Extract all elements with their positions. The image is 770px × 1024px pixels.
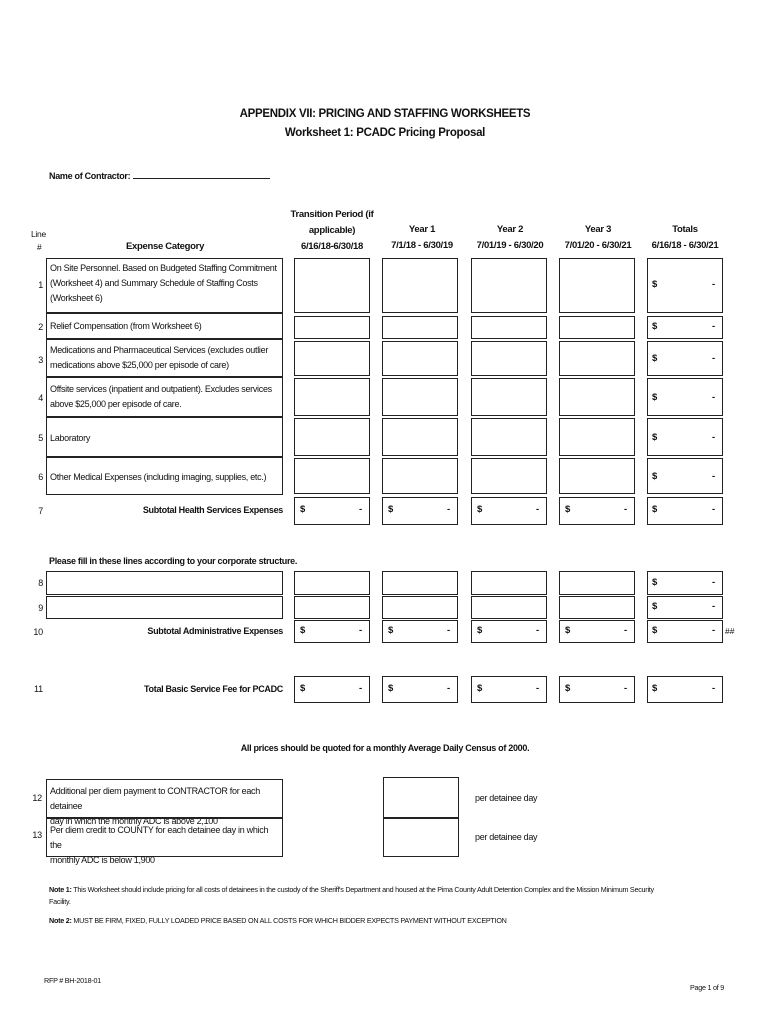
total-value: - — [712, 392, 716, 403]
totals-header: Totals 6/16/18 - 6/30/21 — [651, 224, 719, 251]
currency-symbol: $ — [652, 392, 658, 403]
currency-symbol: $ — [565, 683, 571, 694]
row-9-year2-input[interactable] — [471, 596, 547, 619]
row-12-description: Additional per diem payment to CONTRACTOR for each detainee day in which the monthly ADC is above 2,100 — [46, 779, 283, 818]
subtotal-value: - — [712, 504, 716, 515]
total-value: - — [712, 321, 716, 332]
currency-symbol: $ — [652, 432, 658, 443]
total-value: - — [712, 601, 716, 612]
row-3-year3-input[interactable] — [559, 341, 635, 376]
row-2-year1-input[interactable] — [382, 316, 458, 339]
row-9-year3-input[interactable] — [559, 596, 635, 619]
line-header-top: Line — [31, 229, 46, 239]
line-number: 9 — [38, 603, 43, 613]
expense-category-header: Expense Category — [125, 241, 205, 252]
line-number: 13 — [32, 830, 42, 840]
row-1-year3-input[interactable] — [559, 258, 635, 313]
subtotal-value: - — [359, 625, 363, 636]
row-3-transition-input[interactable] — [294, 341, 370, 376]
currency-symbol: $ — [477, 504, 483, 515]
row-5-year3-input[interactable] — [559, 418, 635, 456]
total-fee-value: - — [536, 683, 540, 694]
subtotal-value: - — [624, 625, 628, 636]
currency-symbol: $ — [300, 683, 306, 694]
row-6-year2-input[interactable] — [471, 458, 547, 494]
row-5-description: Laboratory — [46, 417, 283, 457]
row-8-transition-input[interactable] — [294, 571, 370, 595]
year3-header: Year 3 7/01/20 - 6/30/21 — [564, 224, 632, 251]
currency-symbol: $ — [652, 577, 658, 588]
currency-symbol: $ — [477, 625, 483, 636]
currency-symbol: $ — [300, 504, 306, 515]
page-number: Page 1 of 9 — [690, 983, 725, 992]
row-2-year3-input[interactable] — [559, 316, 635, 339]
row-4-year1-input[interactable] — [382, 378, 458, 416]
contractor-label: Name of Contractor: — [49, 169, 270, 184]
total-fee-value: - — [712, 683, 716, 694]
currency-symbol: $ — [652, 504, 658, 515]
row-4-year3-input[interactable] — [559, 378, 635, 416]
line-number: 3 — [38, 355, 43, 365]
row-13-unit: per detainee day — [475, 832, 538, 842]
currency-symbol: $ — [477, 683, 483, 694]
transition-header: Transition Period (if applicable) 6/16/18-6/30/18 — [290, 209, 374, 252]
total-value: - — [712, 471, 716, 482]
total-value: - — [712, 353, 716, 364]
note-2: Note 2: MUST BE FIRM, FIXED, FULLY LOADED PRICE BASED ON ALL COSTS FOR WHICH BIDDER EXPECTS PAYMENT WITHOUT EXCEPTION — [49, 916, 507, 925]
row-9-year1-input[interactable] — [382, 596, 458, 619]
row-3-description: Medications and Pharmaceutical Services (excludes outlier medications above $25,000 per episode of care) — [46, 339, 283, 377]
row-6-transition-input[interactable] — [294, 458, 370, 494]
total-value: - — [712, 577, 716, 588]
currency-symbol: $ — [388, 683, 394, 694]
row-6-year1-input[interactable] — [382, 458, 458, 494]
line-number: 11 — [34, 684, 43, 694]
row-9-description-input[interactable] — [46, 596, 283, 619]
line-number: 7 — [38, 506, 43, 516]
currency-symbol: $ — [652, 601, 658, 612]
currency-symbol: $ — [300, 625, 306, 636]
row-5-transition-input[interactable] — [294, 418, 370, 456]
line-number: 8 — [38, 578, 43, 588]
row-2-description: Relief Compensation (from Worksheet 6) — [46, 313, 283, 339]
subtotal-value: - — [536, 504, 540, 515]
row-5-year1-input[interactable] — [382, 418, 458, 456]
currency-symbol: $ — [388, 625, 394, 636]
note-1: Note 1: This Worksheet should include pricing for all costs of detainees in the custody of the Sheriff's Department and housed at the Pima County Adult Detention Complex and the Mission Minimum Security Facility. — [49, 885, 654, 906]
currency-symbol: $ — [652, 625, 658, 636]
row-9-transition-input[interactable] — [294, 596, 370, 619]
total-value: - — [712, 279, 716, 290]
total-value: - — [712, 432, 716, 443]
subtotal-value: - — [447, 625, 451, 636]
line-header-bottom: # — [37, 242, 42, 252]
row-8-description-input[interactable] — [46, 571, 283, 595]
subtotal-admin-label: Subtotal Administrative Expenses — [147, 626, 283, 636]
row-6-description: Other Medical Expenses (including imaging, supplies, etc.) — [46, 457, 283, 495]
subtotal-value: - — [624, 504, 628, 515]
rfp-number: RFP # BH-2018-01 — [44, 976, 101, 985]
line-number: 12 — [32, 793, 42, 803]
census-note: All prices should be quoted for a monthly Average Daily Census of 2000. — [240, 743, 530, 753]
row-3-year2-input[interactable] — [471, 341, 547, 376]
overflow-marker: ## — [725, 626, 735, 636]
row-13-price-input[interactable] — [383, 818, 459, 857]
row-12-price-input[interactable] — [383, 777, 459, 818]
currency-symbol: $ — [652, 279, 658, 290]
currency-symbol: $ — [652, 353, 658, 364]
currency-symbol: $ — [565, 504, 571, 515]
line-number: 5 — [38, 433, 43, 443]
line-number: 2 — [38, 322, 43, 332]
currency-symbol: $ — [652, 471, 658, 482]
subtotal-value: - — [447, 504, 451, 515]
currency-symbol: $ — [652, 321, 658, 332]
row-13-description: Per diem credit to COUNTY for each detainee day in which the monthly ADC is below 1,900 — [46, 818, 283, 857]
subtotal-value: - — [712, 625, 716, 636]
line-number: 4 — [38, 393, 43, 403]
line-number: 6 — [38, 472, 43, 482]
subtotal-health-label: Subtotal Health Services Expenses — [142, 505, 283, 515]
total-fee-value: - — [359, 683, 363, 694]
row-1-year2-input[interactable] — [471, 258, 547, 313]
row-2-transition-input[interactable] — [294, 316, 370, 339]
row-1-year1-input[interactable] — [382, 258, 458, 313]
row-4-year2-input[interactable] — [471, 378, 547, 416]
subtotal-value: - — [536, 625, 540, 636]
year2-header: Year 2 7/01/19 - 6/30/20 — [476, 224, 544, 251]
row-8-year1-input[interactable] — [382, 571, 458, 595]
row-5-year2-input[interactable] — [471, 418, 547, 456]
page-subtitle: Worksheet 1: PCADC Pricing Proposal — [284, 127, 486, 139]
row-2-year2-input[interactable] — [471, 316, 547, 339]
admin-instructions: Please fill in these lines according to your corporate structure. — [49, 556, 298, 566]
currency-symbol: $ — [652, 683, 658, 694]
total-fee-label: Total Basic Service Fee for PCADC — [144, 684, 283, 694]
year1-header: Year 1 7/1/18 - 6/30/19 — [391, 224, 453, 251]
row-4-transition-input[interactable] — [294, 378, 370, 416]
row-1-description: On Site Personnel. Based on Budgeted Staffing Commitment (Worksheet 4) and Summary Schedule of Staffing Costs (Worksheet 6) — [46, 258, 283, 313]
row-6-year3-input[interactable] — [559, 458, 635, 494]
subtotal-value: - — [359, 504, 363, 515]
line-number: 10 — [33, 627, 43, 637]
contractor-name-field[interactable] — [133, 170, 270, 179]
row-12-unit: per detainee day — [475, 793, 538, 803]
page-title: APPENDIX VII: PRICING AND STAFFING WORKSHEETS — [239, 108, 531, 120]
row-8-year3-input[interactable] — [559, 571, 635, 595]
line-number: 1 — [38, 280, 43, 290]
total-fee-value: - — [447, 683, 451, 694]
row-4-description: Offsite services (inpatient and outpatient). Excludes services above $25,000 per episode of care. — [46, 377, 283, 417]
total-fee-value: - — [624, 683, 628, 694]
currency-symbol: $ — [565, 625, 571, 636]
row-1-transition-input[interactable] — [294, 258, 370, 313]
row-8-year2-input[interactable] — [471, 571, 547, 595]
row-3-year1-input[interactable] — [382, 341, 458, 376]
currency-symbol: $ — [388, 504, 394, 515]
